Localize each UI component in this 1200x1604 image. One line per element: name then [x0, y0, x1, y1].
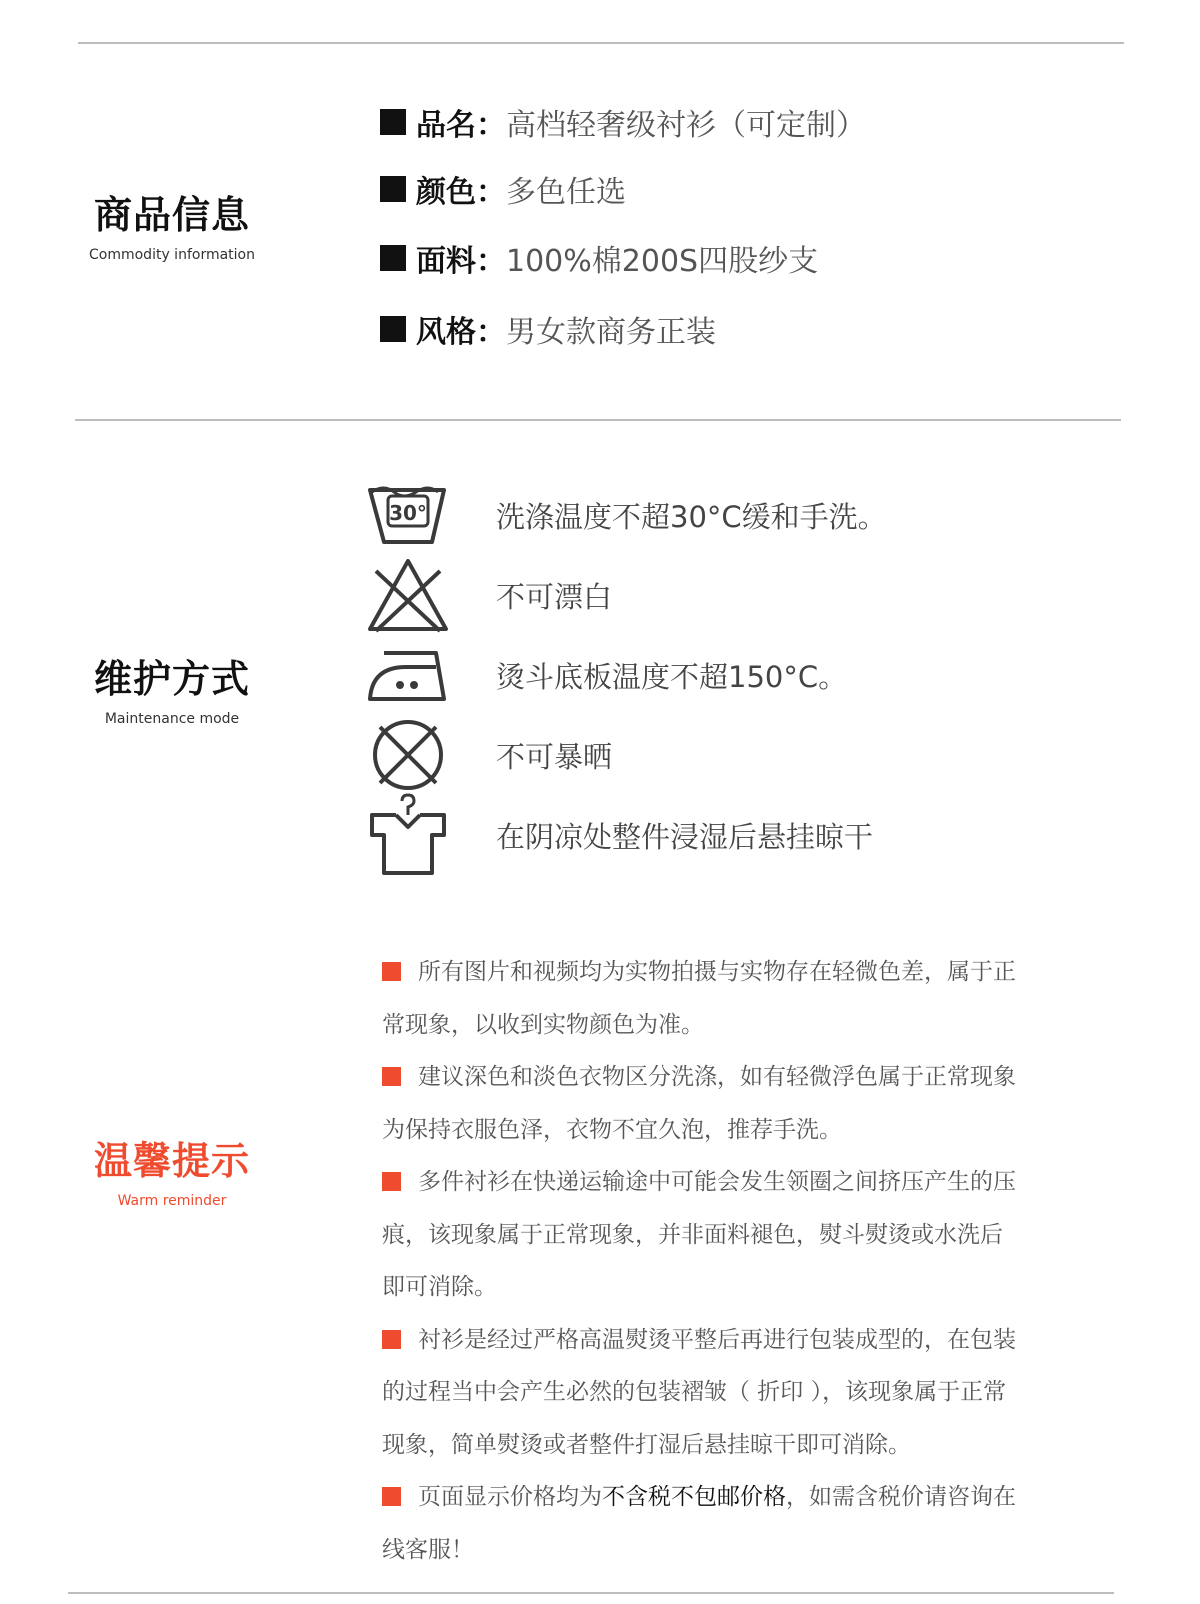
commodity-section-title [72, 184, 272, 263]
info-value: 男女款商务正装 [506, 315, 716, 350]
info-label: 颜色： [416, 175, 506, 210]
care-text: 不可漂白 [496, 579, 613, 614]
info-value: 100%棉200S四股纱支 [506, 244, 819, 279]
red-square-bullet [382, 1487, 401, 1506]
maintenance-section-title [72, 648, 272, 727]
reminder-emphasis: 不含税不包邮价格 [602, 1484, 786, 1510]
reminder-text: 建议深色和淡色衣物区分洗涤，如有轻微浮色属于正常现象为保持衣服色泽，衣物不宜久泡，推荐手洗。 [382, 1064, 1016, 1143]
red-square-bullet [382, 1067, 401, 1086]
reminder-title-en: Warm reminder [117, 1193, 227, 1209]
care-row-wash [366, 475, 887, 555]
info-label: 风格： [416, 315, 506, 350]
middle-divider [75, 419, 1121, 421]
black-square-bullet [380, 316, 406, 342]
reminder-text-pre: 页面显示价格均为 [418, 1484, 602, 1510]
maintenance-title-en: Maintenance mode [104, 711, 240, 727]
black-square-bullet [380, 245, 406, 271]
info-value: 多色任选 [506, 175, 626, 210]
info-row-fabric [380, 238, 818, 278]
reminder-item [382, 1156, 1022, 1314]
black-square-bullet [380, 109, 406, 135]
info-label: 面料： [416, 244, 506, 279]
reminder-text: 多件衬衫在快递运输途中可能会发生领圈之间挤压产生的压痕，该现象属于正常现象，并非面料褪色，熨斗熨烫或水洗后即可消除。 [382, 1169, 1016, 1300]
care-text: 烫斗底板温度不超150°C。 [496, 659, 848, 694]
red-square-bullet [382, 1172, 401, 1191]
reminder-item [382, 1314, 1022, 1472]
commodity-title-en: Commodity information [89, 247, 255, 263]
info-label: 品名： [416, 108, 506, 143]
info-row-style [380, 309, 716, 349]
care-text: 不可暴晒 [496, 739, 613, 774]
care-row-bleach [366, 555, 613, 635]
reminder-title-cn: 温馨提示 [93, 1139, 250, 1183]
care-row-sun [366, 715, 613, 795]
maintenance-title-cn: 维护方式 [93, 657, 250, 701]
reminder-list [382, 946, 1022, 1576]
bottom-divider [68, 1592, 1114, 1594]
iron-icon [366, 633, 450, 717]
reminder-text: 所有图片和视频均为实物拍摄与实物存在轻微色差，属于正常现象，以收到实物颜色为准。 [382, 959, 1016, 1038]
reminder-section-title [72, 1130, 272, 1209]
reminder-item [382, 1471, 1022, 1576]
info-row-name [380, 102, 866, 142]
top-divider [78, 42, 1124, 44]
commodity-title-cn: 商品信息 [93, 193, 250, 237]
care-text: 在阴凉处整件浸湿后悬挂晾干 [496, 819, 874, 854]
reminder-item [382, 946, 1022, 1051]
black-square-bullet [380, 176, 406, 202]
care-text: 洗涤温度不超30°C缓和手洗。 [496, 499, 887, 534]
care-row-dry [366, 795, 874, 875]
red-square-bullet [382, 1330, 401, 1349]
info-value: 高档轻奢级衬衫（可定制） [506, 108, 866, 143]
wash-30-icon [366, 473, 450, 557]
red-square-bullet [382, 962, 401, 981]
svg-text:30°: 30° [389, 501, 427, 525]
info-row-color [380, 169, 626, 209]
reminder-text: 衬衫是经过严格高温熨烫平整后再进行包装成型的，在包装的过程当中会产生必然的包装褶皱（ 折印 ），该现象属于正常现象，简单熨烫或者整件打湿后悬挂晾干即可消除。 [382, 1326, 1016, 1458]
care-row-iron [366, 635, 848, 715]
reminder-item [382, 1051, 1022, 1156]
no-bleach-icon [366, 553, 450, 637]
no-sun-icon [366, 713, 450, 797]
reminder-text-post: ，如需含税价请咨询在线客服！ [382, 1484, 1016, 1563]
hang-dry-icon [366, 793, 450, 877]
